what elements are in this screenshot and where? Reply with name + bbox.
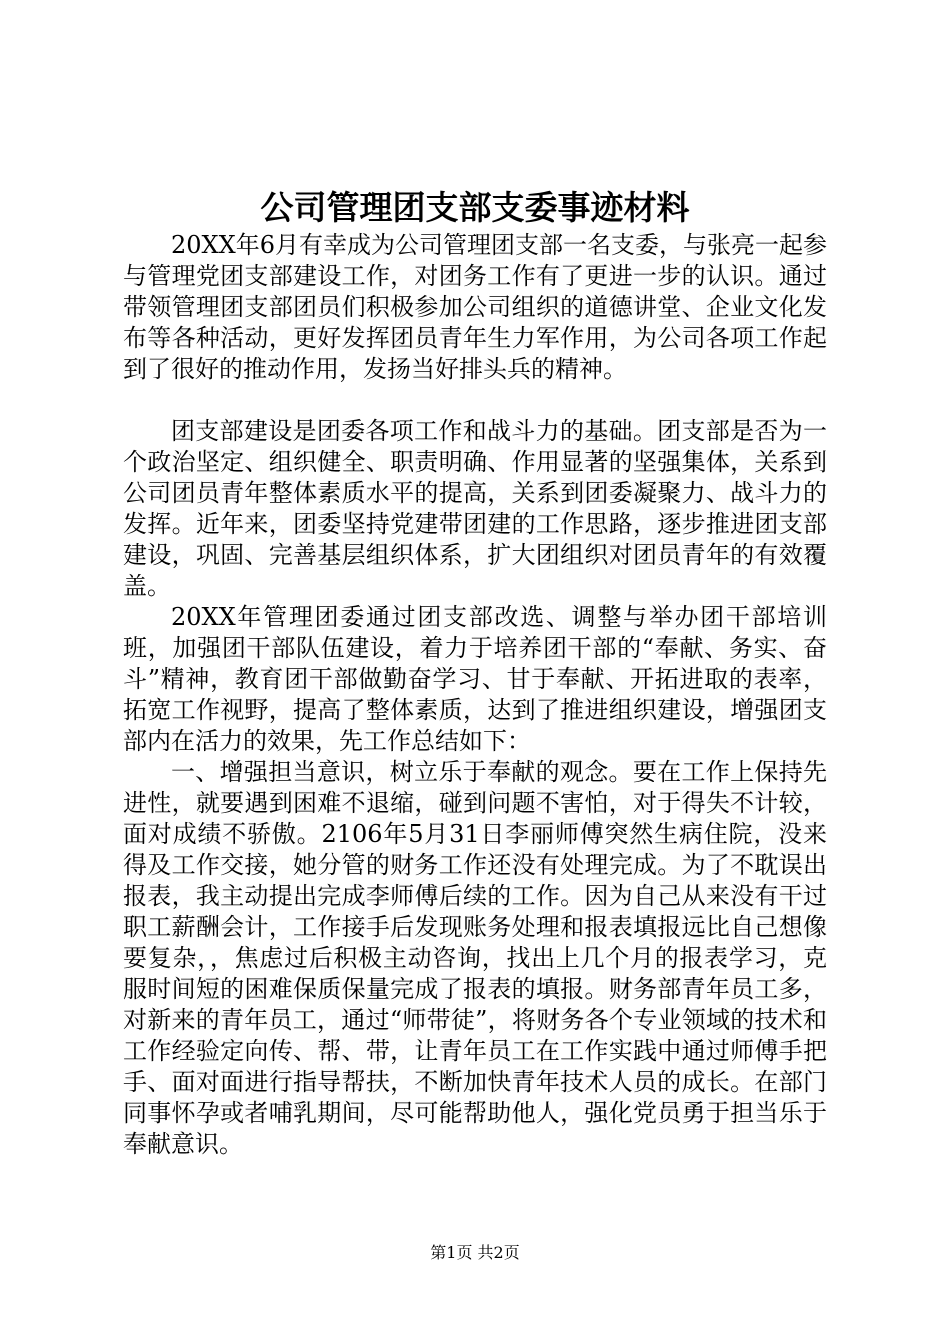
paragraph-branch-building: 团支部建设是团委各项工作和战斗力的基础。团支部是否为一个政治坚定、组织健全、职责明确、作用显著的坚强集体，关系到公司团员青年整体素质水平的提高，关系到团委凝聚力、战斗力的发挥。近年来，团委坚持党建带团建的工作思路，逐步推进团支部建设，巩固、完善基层组织体系，扩大团组织对团员青年的有效覆盖。 bbox=[123, 417, 827, 600]
document-body bbox=[123, 230, 827, 1160]
paragraph-intro: 20XX年6月有幸成为公司管理团支部一名支委，与张亮一起参与管理党团支部建设工作，对团务工作有了更进一步的认识。通过带领管理团支部团员们积极参加公司组织的道德讲堂、企业文化发布等各种活动，更好发挥团员青年生力军作用，为公司各项工作起到了很好的推动作用，发扬当好排头兵的精神。 bbox=[123, 231, 827, 383]
paragraph-cadre-training: 20XX年管理团委通过团支部改选、调整与举办团干部培训班，加强团干部队伍建设，着力于培养团干部的“奉献、务实、奋斗”精神，教育团干部做勤奋学习、甘于奉献、开拓进取的表率，拓宽工作视野，提高了整体素质，达到了推进组织建设，增强团支部内在活力的效果，先工作总结如下： bbox=[123, 603, 827, 755]
paragraph-section-one: 一、增强担当意识，树立乐于奉献的观念。要在工作上保持先进性，就要遇到困难不退缩，碰到问题不害怕，对于得失不计较，面对成绩不骄傲。2106年5月31日李丽师傅突然生病住院，没来得及工作交接，她分管的财务工作还没有处理完成。为了不耽误出报表，我主动提出完成李师傅后续的工作。因为自己从来没有干过职工薪酬会计，工作接手后发现账务处理和报表填报远比自己想像要复杂，，焦虑过后积极主动咨询，找出上几个月的报表学习，克服时间短的困难保质保量完成了报表的填报。财务部青年员工多，对新来的青年员工，通过“师带徒”，将财务各个专业领域的技术和工作经验定向传、帮、带，让青年员工在工作实践中通过师傅手把手、面对面进行指导帮扶，不断加快青年技术人员的成长。在部门同事怀孕或者哺乳期间，尽可能帮助他人，强化党员勇于担当乐于奉献意识。 bbox=[123, 758, 827, 1158]
page-footer: 第1页 共2页 bbox=[430, 1243, 520, 1262]
document-title: 公司管理团支部支委事迹材料 bbox=[260, 188, 690, 227]
